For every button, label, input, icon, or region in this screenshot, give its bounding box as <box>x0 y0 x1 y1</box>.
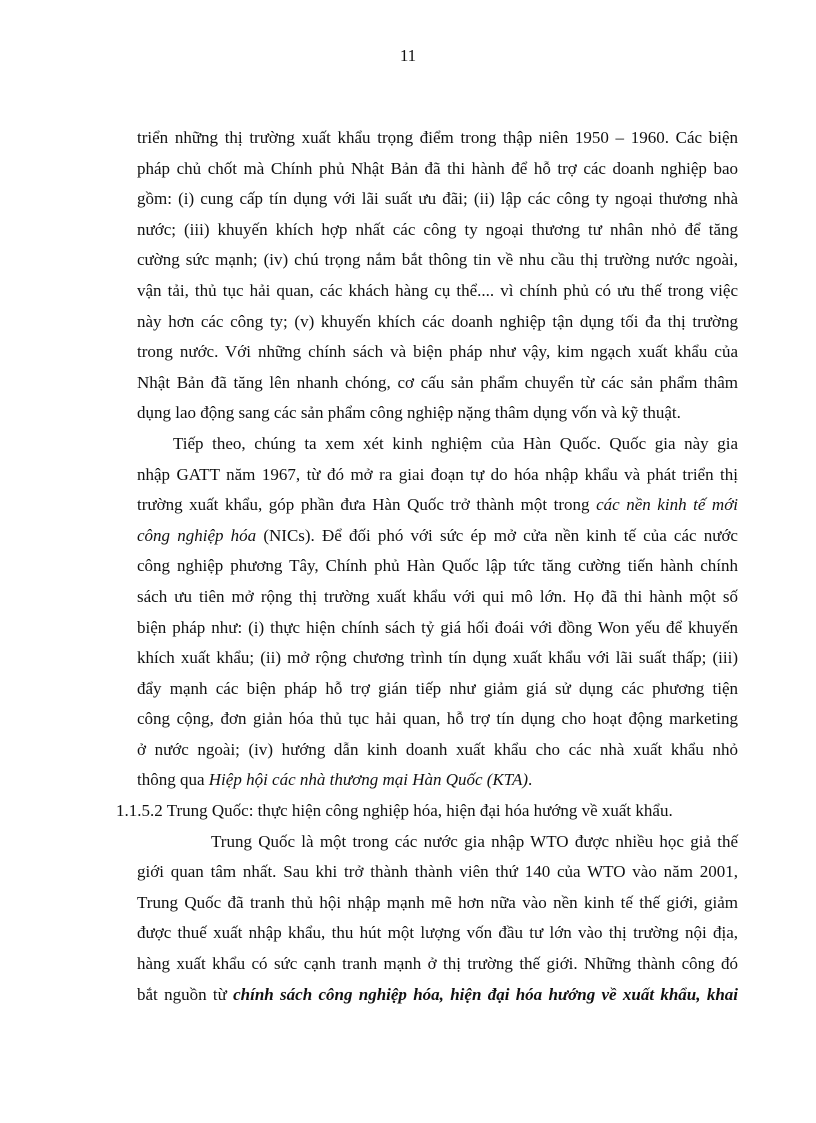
section-heading: 1.1.5.2 Trung Quốc: thực hiện công nghiệp hóa, hiện đại hóa hướng về xuất khẩu. <box>116 801 673 821</box>
text-line: triển những thị trường xuất khẩu trọng điểm trong thập niên 1950 – 1960. Các biện <box>137 128 738 147</box>
italic-term: các nền kinh tế mới <box>596 495 738 515</box>
text-span: thông qua <box>137 770 209 790</box>
italic-term: công nghiệp hóa <box>137 525 257 545</box>
text-line: đẩy mạnh các biện pháp hỗ trợ gián tiếp như giảm giá sử dụng các phương tiện <box>137 678 738 698</box>
text-line: công cộng, đơn giản hóa thủ tục hải quan, hỗ trợ tín dụng cho hoạt động marketing <box>137 709 738 729</box>
text-line: này hơn các công ty; (v) khuyến khích các doanh nghiệp tận dụng tối đa thị trường <box>137 311 738 331</box>
text-span: . <box>528 770 533 790</box>
text-line: cường sức mạnh; (iv) chú trọng nắm bắt thông tin về nhu cầu thị trường nước ngoài, <box>137 250 738 270</box>
text-line <box>137 980 738 1011</box>
text-line: khích xuất khẩu; (ii) mở rộng chương trình tín dụng xuất khẩu với lãi suất thấp; (iii) <box>137 648 738 668</box>
text-line: trong nước. Với những chính sách và biện pháp như vậy, kim ngạch xuất khẩu của <box>137 342 738 362</box>
page-number: 11 <box>399 46 417 65</box>
text-line: nhập GATT năm 1967, từ đó mở ra giai đoạn tự do hóa nhập khẩu và phát triển thị <box>137 464 738 484</box>
text-line: Tiếp theo, chúng ta xem xét kinh nghiệm của Hàn Quốc. Quốc gia này gia <box>173 433 738 453</box>
text-line: ở nước ngoài; (iv) hướng dẫn kinh doanh xuất khẩu cho các nhà xuất khẩu nhỏ <box>137 739 738 759</box>
text-line: biện pháp như: (i) thực hiện chính sách tỷ giá hối đoái với đồng Won yếu để khuyến <box>137 617 738 637</box>
text-line: sách ưu tiên mở rộng thị trường xuất khẩu với qui mô lớn. Họ đã thi hành một số <box>137 586 738 606</box>
bold-italic-term: chính sách công nghiệp hóa, hiện đại hóa hướng về xuất khẩu, khai <box>233 984 738 1004</box>
text-line <box>137 765 738 796</box>
text-line: vận tải, thủ tục hải quan, các khách hàng cụ thể.... vì chính phủ có ưu thế trong việc <box>137 280 738 300</box>
document-body <box>116 123 738 1010</box>
text-line: nước; (iii) khuyến khích hợp nhất các công ty ngoại thương tư nhân nhỏ để tăng <box>137 219 738 239</box>
italic-term: Hiệp hội các nhà thương mại Hàn Quốc (KTA) <box>208 770 529 790</box>
text-line: Trung Quốc là một trong các nước gia nhập WTO được nhiều học giả thế <box>211 831 738 851</box>
text-line <box>137 521 738 552</box>
text-line: hàng xuất khẩu có sức cạnh tranh mạnh ở thị trường thế giới. Những thành công đó <box>137 954 738 974</box>
text-line: Trung Quốc đã tranh thủ hội nhập mạnh mẽ hơn nữa vào nền kinh tế thế giới, giảm <box>137 892 738 912</box>
text-line: gồm: (i) cung cấp tín dụng với lãi suất ưu đãi; (ii) lập các công ty ngoại thương nhà <box>137 189 738 209</box>
text-line <box>137 490 738 521</box>
text-line: giới quan tâm nhất. Sau khi trở thành thành viên thứ 140 của WTO vào năm 2001, <box>137 862 738 882</box>
text-span: (NICs). Để đối phó với sức ép mở cửa nền kinh tế của các nước <box>256 525 738 545</box>
text-line: Nhật Bản đã tăng lên nhanh chóng, cơ cấu sản phẩm chuyển từ các sản phẩm thâm <box>137 372 738 392</box>
text-line: được thuế xuất nhập khẩu, thu hút một lượng vốn đầu tư lớn vào thị trường nội địa, <box>137 923 738 943</box>
text-line: công nghiệp phương Tây, Chính phủ Hàn Quốc lập tức tăng cường tiến hành chính <box>137 556 738 576</box>
text-span: trường xuất khẩu, góp phần đưa Hàn Quốc trở thành một trong <box>137 495 597 515</box>
text-span: bắt nguồn từ <box>137 984 234 1004</box>
text-line: pháp chủ chốt mà Chính phủ Nhật Bản đã thi hành để hỗ trợ các doanh nghiệp bao <box>137 158 738 178</box>
text-line: dụng lao động sang các sản phẩm công nghiệp nặng thâm dụng vốn và kỹ thuật. <box>137 403 681 423</box>
